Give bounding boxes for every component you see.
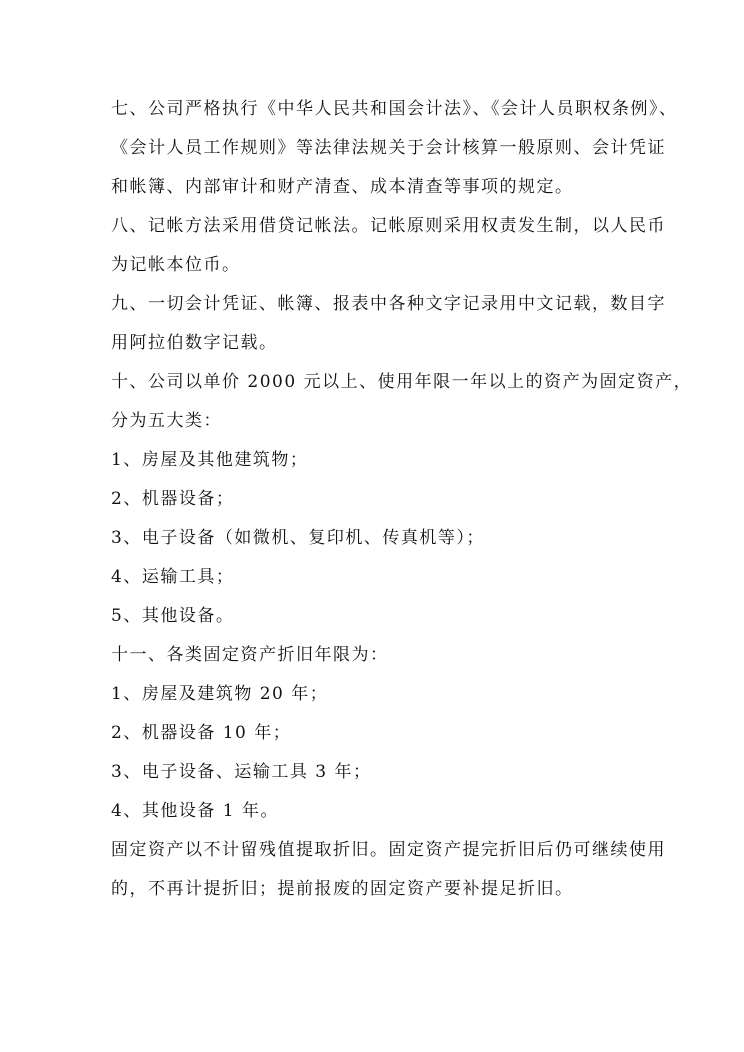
text-line-8: 十、公司以单价 2000 元以上、使用年限一年以上的资产为固定资产， <box>111 372 693 392</box>
text-line-6: 九、一切会计凭证、帐簿、报表中各种文字记录用中文记载，数目字 <box>111 294 666 314</box>
document-body <box>111 90 693 909</box>
text-line-15: 十一、各类固定资产折旧年限为： <box>111 645 389 665</box>
text-line-17: 2、机器设备 10 年； <box>111 723 292 743</box>
text-line-12: 3、电子设备（如微机、复印机、传真机等）； <box>111 528 485 548</box>
text-line-2: 《会计人员工作规则》等法律法规关于会计核算一般原则、会计凭证 <box>111 138 666 158</box>
text-line-10: 1、房屋及其他建筑物； <box>111 450 309 470</box>
text-line-9: 分为五大类： <box>111 411 222 431</box>
text-line-5: 为记帐本位币。 <box>111 255 241 275</box>
text-line-11: 2、机器设备； <box>111 489 235 509</box>
text-line-13: 4、运输工具； <box>111 567 235 587</box>
text-line-18: 3、电子设备、运输工具 3 年； <box>111 762 372 782</box>
text-line-21: 的，不再计提折旧；提前报废的固定资产要补提足折旧。 <box>111 879 574 899</box>
text-line-7: 用阿拉伯数字记载。 <box>111 333 278 353</box>
text-line-14: 5、其他设备。 <box>111 606 235 626</box>
text-line-20: 固定资产以不计留残值提取折旧。固定资产提完折旧后仍可继续使用 <box>111 840 666 860</box>
text-line-1: 七、公司严格执行《中华人民共和国会计法》、《会计人员职权条例》、 <box>111 99 678 119</box>
text-line-19: 4、其他设备 1 年。 <box>111 801 279 821</box>
text-line-3: 和帐簿、内部审计和财产清查、成本清查等事项的规定。 <box>111 177 574 197</box>
text-line-16: 1、房屋及建筑物 20 年； <box>111 684 329 704</box>
text-line-4: 八、记帐方法采用借贷记帐法。记帐原则采用权责发生制，以人民币 <box>111 216 666 236</box>
